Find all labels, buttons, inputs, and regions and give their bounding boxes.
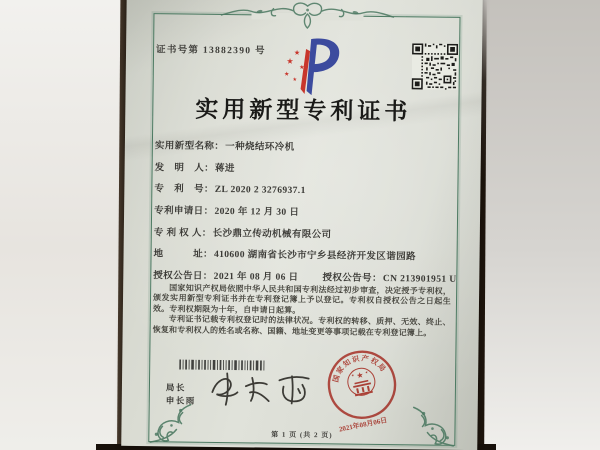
handwritten-signature: [202, 369, 317, 410]
certificate-title: 实用新型专利证书: [195, 96, 412, 125]
certificate-paper: [121, 0, 483, 450]
top-border-ornament: [217, 0, 397, 32]
legal-paragraph-1: 国家知识产权局依照中华人民共和国专利法经过初步审查，决定授予专利权，颁发实用新型专利证书并在专利登记簿上予以登记。专利权自授权公告之日起生效。专利权期限为十年，自申请日起算。: [152, 283, 452, 315]
field-value: ZL 2020 2 3276937.1: [214, 185, 306, 197]
signer-name: 申长雨: [165, 394, 196, 406]
field-label: 实用新型名称：: [154, 141, 225, 153]
svg-text:★: ★: [293, 48, 301, 57]
background-right-surface: [482, 0, 600, 450]
grant-date-value: 2021 年 08 月 06 日: [213, 272, 299, 284]
grant-date-label: 授权公告日：: [153, 271, 213, 283]
seal-ring-text: 国家知识产权局: [331, 354, 388, 384]
svg-text:★: ★: [355, 370, 365, 381]
field-label: 专利申请日：: [154, 206, 214, 217]
field-value: 一种烧结环冷机: [225, 142, 295, 153]
certificate-number: 证书号第 13882390 号: [156, 45, 266, 57]
svg-text:★: ★: [284, 70, 290, 78]
signer-block: [166, 381, 196, 406]
svg-text:★: ★: [299, 63, 305, 72]
svg-text:★: ★: [286, 56, 294, 66]
svg-text:★: ★: [364, 370, 369, 375]
svg-text:★: ★: [292, 76, 297, 83]
page-footer: 第 1 页 (共 2 页): [271, 430, 333, 440]
legal-paragraph-2: 专利证书记载专利权登记时的法律状况。专利权的转移、质押、无效、终止、恢复和专利权人的姓名或名称、国籍、地址变更等事项记载在专利登记簿上。: [152, 314, 451, 338]
signer-title: 局长: [165, 382, 187, 393]
national-emblem-icon: [345, 366, 377, 398]
field-value: 蒋进: [214, 163, 235, 174]
certificate-fields: [153, 137, 457, 292]
cnipa-patent-logo-icon: [277, 36, 350, 99]
legal-text: [153, 283, 452, 339]
background-left-surface: [0, 0, 124, 450]
field-value: 长沙鼎立传动机械有限公司: [212, 228, 332, 241]
field-label: 专 利 权 人：: [153, 227, 212, 239]
field-label: 地 址：: [153, 249, 214, 261]
field-value: 2020 年 12 月 30 日: [214, 206, 300, 219]
grant-no-value: CN 213901951 U: [382, 274, 457, 286]
qr-code: [412, 43, 459, 90]
seal-date: 2021年08月06日: [338, 416, 388, 434]
svg-text:★: ★: [350, 373, 355, 378]
field-label: 专 利 号：: [154, 184, 214, 196]
field-label: 发 明 人：: [154, 162, 215, 174]
grant-no-label: 授权公告号：: [322, 273, 382, 285]
field-value: 410600 湖南省长沙市宁乡县经济开发区谐园路: [213, 250, 416, 263]
